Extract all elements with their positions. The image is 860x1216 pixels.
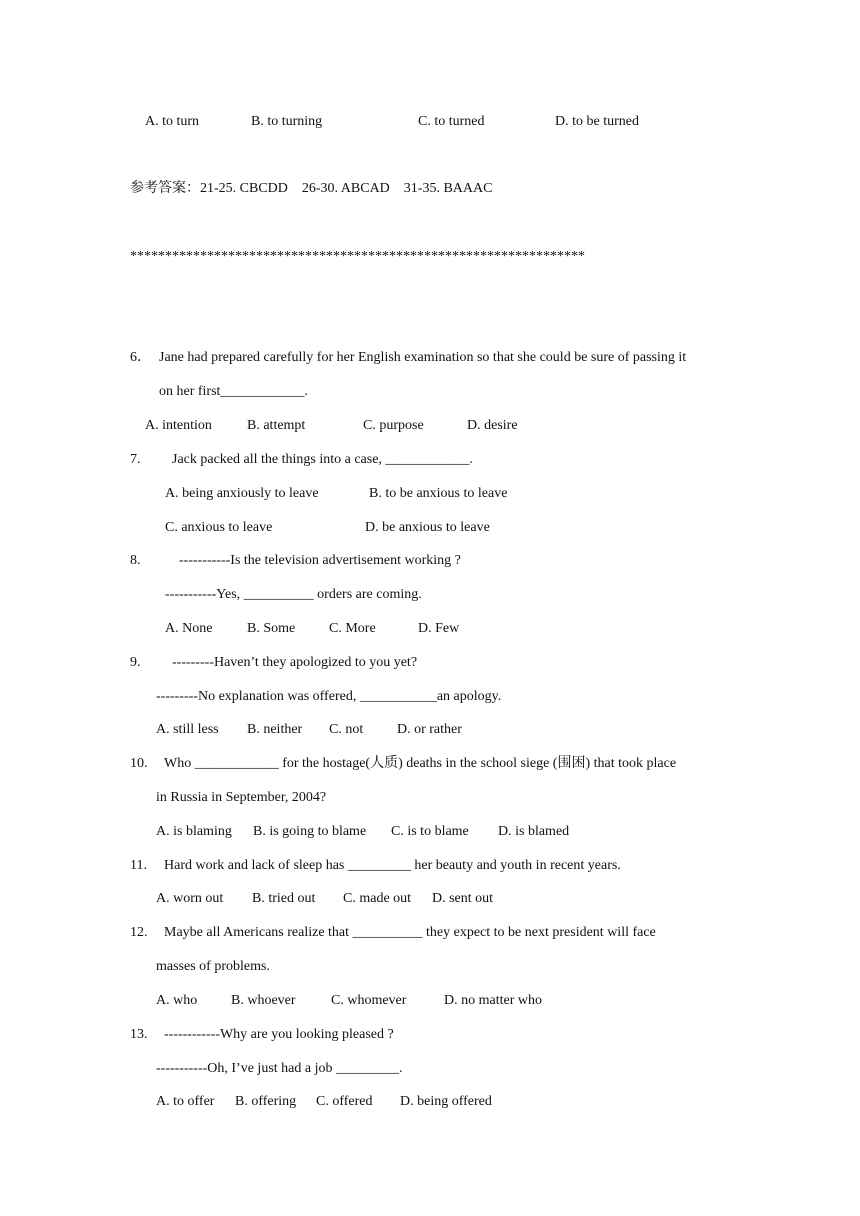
question-text-line-1: Jane had prepared carefully for her English examination so that she could be sure of passing it xyxy=(159,350,687,365)
option-d: D. no matter who xyxy=(444,993,542,1008)
option-a: A. to offer xyxy=(156,1094,215,1109)
option-d: D. desire xyxy=(467,418,518,433)
question-number: 7. xyxy=(130,452,141,467)
question-number: 12. xyxy=(130,925,148,940)
question-text-line-2: in Russia in September, 2004? xyxy=(156,790,327,805)
option-d: D. being offered xyxy=(400,1094,492,1109)
question-text-line-2: -----------Oh, I’ve just had a job _________. xyxy=(156,1061,403,1076)
question-number: 13. xyxy=(130,1027,148,1042)
question-text-line-1: Maybe all Americans realize that __________ they expect to be next president will face xyxy=(164,925,656,940)
option-c: C. anxious to leave xyxy=(165,520,273,535)
option-b: B. tried out xyxy=(252,891,316,906)
option-b: B. Some xyxy=(247,621,296,636)
option-a: A. is blaming xyxy=(156,824,232,839)
question-text-line-2: masses of problems. xyxy=(156,959,270,974)
question-text-line-1: Jack packed all the things into a case, ____________. xyxy=(172,452,473,467)
option-d: D. to be turned xyxy=(555,114,639,129)
separator-stars: ***************************************************************** xyxy=(130,249,585,264)
option-c: C. whomever xyxy=(331,993,407,1008)
option-a: A. being anxiously to leave xyxy=(165,486,319,501)
option-a: A. intention xyxy=(145,418,212,433)
option-b: B. neither xyxy=(247,722,303,737)
option-a: A. who xyxy=(156,993,198,1008)
option-d: D. is blamed xyxy=(498,824,570,839)
question-text-line-2: -----------Yes, __________ orders are coming. xyxy=(165,587,422,602)
option-c: C. purpose xyxy=(363,418,424,433)
option-c: C. not xyxy=(329,722,364,737)
question-text-line-1: -----------Is the television advertisement working ? xyxy=(179,553,461,568)
option-d: D. Few xyxy=(418,621,460,636)
option-b: B. is going to blame xyxy=(253,824,367,839)
option-b: B. to turning xyxy=(251,114,323,129)
question-text-line-2: ---------No explanation was offered, ___________an apology. xyxy=(156,689,502,704)
question-number: 10. xyxy=(130,756,148,771)
option-b: B. attempt xyxy=(247,418,306,433)
question-text-line-1: Who ____________ for the hostage(人质) deaths in the school siege (围困) that took place xyxy=(164,756,677,771)
option-b: B. whoever xyxy=(231,993,296,1008)
option-c: C. made out xyxy=(343,891,412,906)
question-text-line-2: on her first____________. xyxy=(159,384,308,399)
option-a: A. to turn xyxy=(145,114,200,129)
question-number: 9. xyxy=(130,655,141,670)
option-c: C. More xyxy=(329,621,376,636)
option-c: C. offered xyxy=(316,1094,373,1109)
option-d: D. sent out xyxy=(432,891,494,906)
question-text-line-1: ---------Haven’t they apologized to you yet? xyxy=(172,655,418,670)
option-d: D. be anxious to leave xyxy=(365,520,490,535)
question-number: 8. xyxy=(130,553,141,568)
option-c: C. is to blame xyxy=(391,824,469,839)
question-text-line-1: Hard work and lack of sleep has _________ her beauty and youth in recent years. xyxy=(164,858,621,873)
option-b: B. to be anxious to leave xyxy=(369,486,508,501)
option-b: B. offering xyxy=(235,1094,297,1109)
question-number: 6． xyxy=(130,350,151,365)
option-d: D. or rather xyxy=(397,722,462,737)
option-a: A. None xyxy=(165,621,213,636)
question-number: 11. xyxy=(130,858,147,873)
option-a: A. worn out xyxy=(156,891,224,906)
option-c: C. to turned xyxy=(418,114,485,129)
question-text-line-1: ------------Why are you looking pleased ? xyxy=(164,1027,394,1042)
answer-key: 参考答案：21-25. CBCDD 26-30. ABCAD 31-35. BAAAC xyxy=(130,181,493,196)
option-a: A. still less xyxy=(156,722,219,737)
